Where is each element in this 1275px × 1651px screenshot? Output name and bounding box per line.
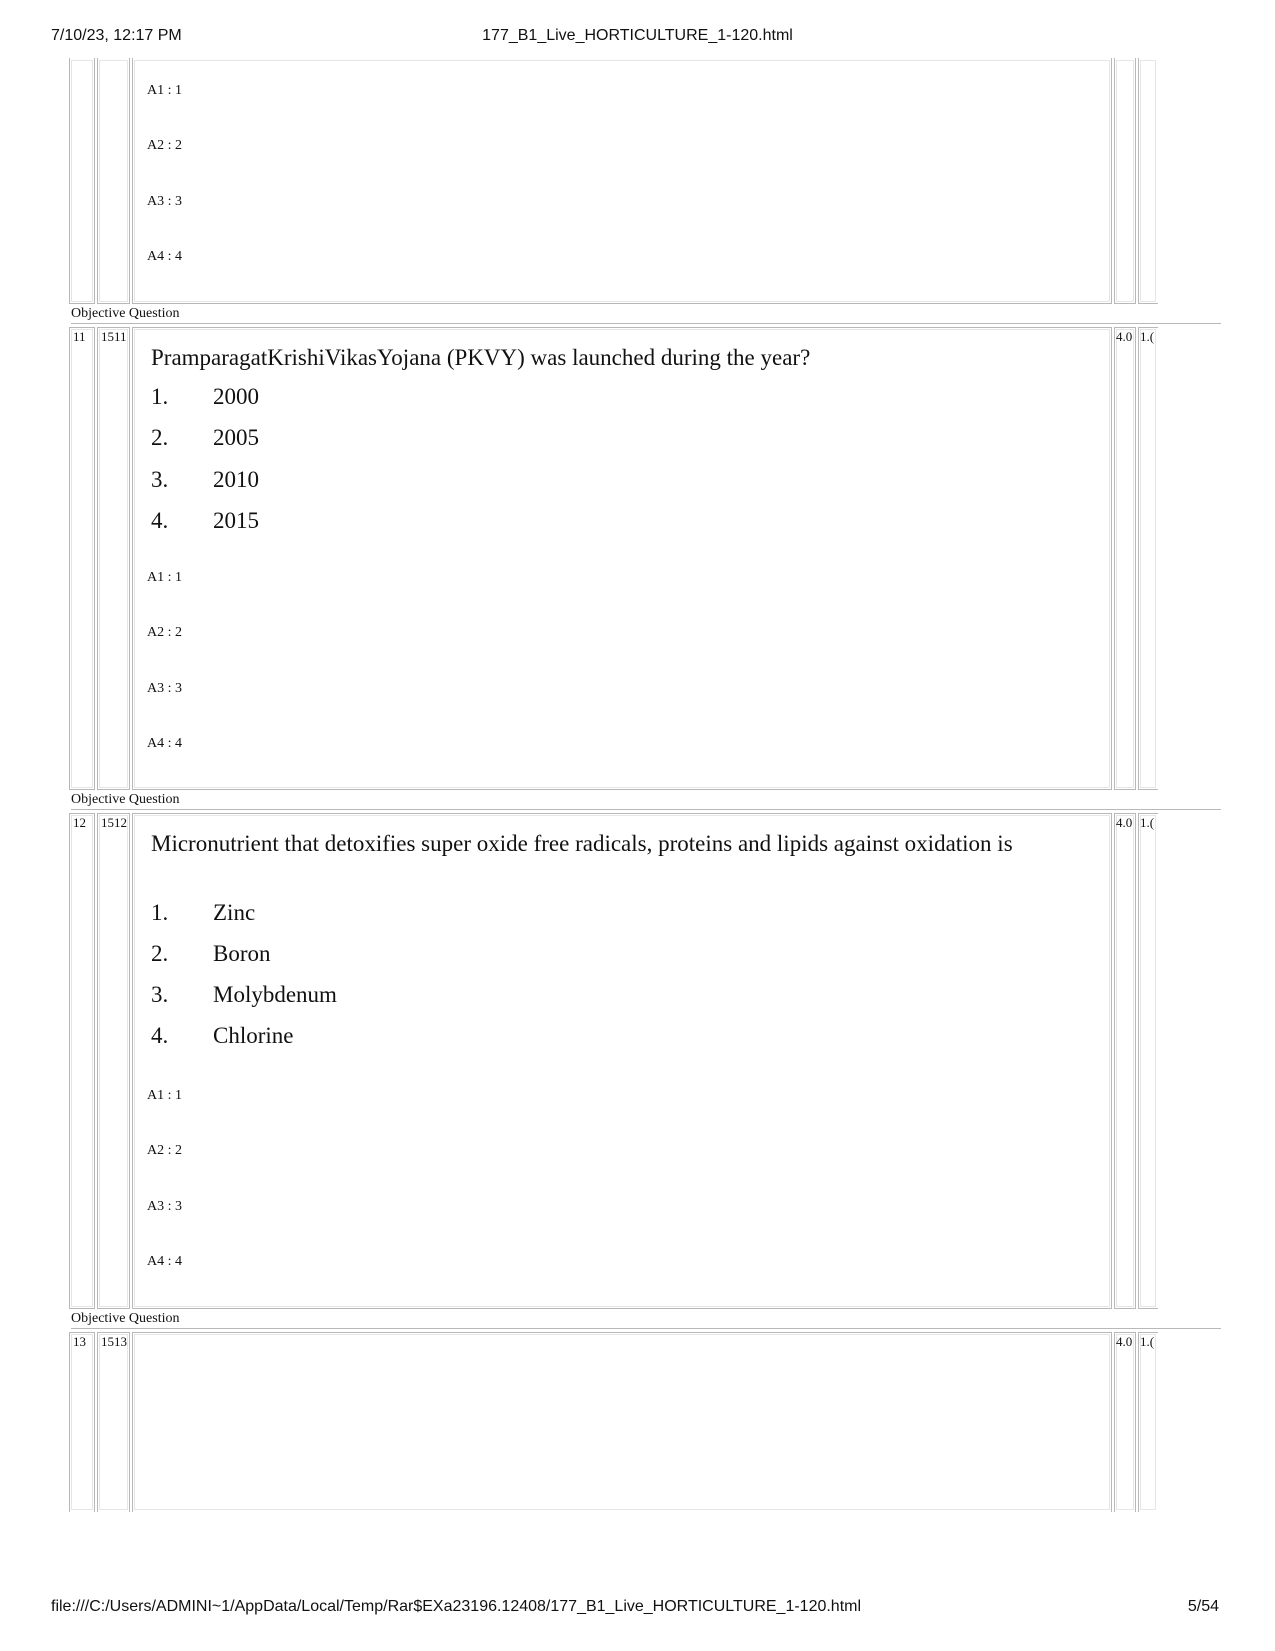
q11-option-2-num: 2. — [151, 425, 169, 450]
q11-marks-cell — [1114, 327, 1136, 790]
q11-option-1 — [151, 384, 259, 410]
q12-neg: 1.( — [1140, 815, 1155, 830]
q11-option-2-text: 2005 — [213, 425, 259, 450]
top-answer-2: A2 : 2 — [147, 138, 182, 153]
q11-question-text: PramparagatKrishiVikasYojana (PKVY) was launched during the year? — [151, 345, 811, 370]
section-label-q11: Objective Question — [71, 306, 180, 321]
q13-sno-cell — [69, 1332, 95, 1512]
section-label-q12: Objective Question — [71, 792, 180, 807]
top-answer-3: A3 : 3 — [147, 194, 182, 209]
q13-neg: 1.( — [1140, 1334, 1155, 1349]
q13-body-cell — [132, 1332, 1112, 1512]
q11-option-4-text: 2015 — [213, 508, 259, 533]
q12-option-3-num: 3. — [151, 982, 169, 1007]
q11-body-cell — [132, 327, 1112, 790]
q11-option-1-num: 1. — [151, 384, 169, 409]
q12-body-cell — [132, 813, 1112, 1309]
q12-option-2-text: Boron — [213, 941, 271, 966]
q12-neg-cell — [1138, 813, 1158, 1309]
q12-answer-1: A1 : 1 — [147, 1088, 182, 1103]
q12-marks-cell — [1114, 813, 1136, 1309]
q12-option-1-text: Zinc — [213, 900, 256, 925]
q11-neg-cell — [1138, 327, 1158, 790]
q12-option-4-text: Chlorine — [213, 1023, 294, 1048]
q12-option-2 — [151, 941, 271, 967]
q13-neg-cell — [1138, 1332, 1158, 1512]
q12-answer-2: A2 : 2 — [147, 1143, 182, 1158]
section-rule-q13 — [71, 1328, 1221, 1329]
top-neg-cell — [1138, 58, 1158, 304]
q12-sno: 12 — [73, 815, 86, 830]
q12-option-1-num: 1. — [151, 900, 169, 925]
q13-marks: 4.0 — [1116, 1334, 1133, 1349]
q12-option-4-num: 4. — [151, 1023, 169, 1048]
q11-option-4-num: 4. — [151, 508, 169, 533]
q11-answer-2: A2 : 2 — [147, 625, 182, 640]
q11-option-3-text: 2010 — [213, 467, 259, 492]
q13-marks-cell — [1114, 1332, 1136, 1512]
q11-qid-cell — [97, 327, 130, 790]
q11-option-1-text: 2000 — [213, 384, 259, 409]
q13-qid-cell — [97, 1332, 130, 1512]
q12-option-1 — [151, 900, 255, 926]
top-body-cell — [132, 58, 1112, 304]
top-answer-4: A4 : 4 — [147, 249, 182, 264]
q11-option-4 — [151, 508, 259, 534]
print-file-path: file:///C:/Users/ADMINI~1/AppData/Local/Temp/Rar$EXa23196.12408/177_B1_Live_HORTICULTURE_1-120.html — [51, 1598, 862, 1615]
q11-option-2 — [151, 425, 259, 451]
q12-question-text: Micronutrient that detoxifies super oxide free radicals, proteins and lipids against oxidation is — [151, 831, 1013, 856]
print-title: 177_B1_Live_HORTICULTURE_1-120.html — [482, 27, 793, 44]
q11-option-3 — [151, 467, 259, 493]
q12-answer-3: A3 : 3 — [147, 1199, 182, 1214]
top-sno-cell — [69, 58, 95, 304]
q12-qid-cell — [97, 813, 130, 1309]
q11-answer-1: A1 : 1 — [147, 570, 182, 585]
q11-answer-3: A3 : 3 — [147, 681, 182, 696]
q12-marks: 4.0 — [1116, 815, 1133, 830]
top-qid-cell — [97, 58, 130, 304]
q11-neg: 1.( — [1140, 329, 1155, 344]
q12-option-3 — [151, 982, 337, 1008]
q12-option-2-num: 2. — [151, 941, 169, 966]
q12-answer-4: A4 : 4 — [147, 1254, 182, 1269]
q11-answer-4: A4 : 4 — [147, 736, 182, 751]
print-page-number: 5/54 — [1187, 1598, 1219, 1615]
q13-sno: 13 — [73, 1334, 86, 1349]
q12-option-3-text: Molybdenum — [213, 982, 337, 1007]
q12-sno-cell — [69, 813, 95, 1309]
section-rule-q11 — [71, 323, 1221, 324]
q13-qid: 1513 — [101, 1334, 127, 1349]
top-answer-1: A1 : 1 — [147, 83, 182, 98]
q12-option-4 — [151, 1023, 294, 1049]
q12-qid: 1512 — [101, 815, 127, 830]
q11-marks: 4.0 — [1116, 329, 1133, 344]
q11-sno: 11 — [73, 329, 86, 344]
section-rule-q12 — [71, 809, 1221, 810]
q11-sno-cell — [69, 327, 95, 790]
section-label-q13: Objective Question — [71, 1311, 180, 1326]
q11-qid: 1511 — [101, 329, 127, 344]
top-marks-cell — [1114, 58, 1136, 304]
print-datetime: 7/10/23, 12:17 PM — [51, 27, 182, 44]
q11-option-3-num: 3. — [151, 467, 169, 492]
